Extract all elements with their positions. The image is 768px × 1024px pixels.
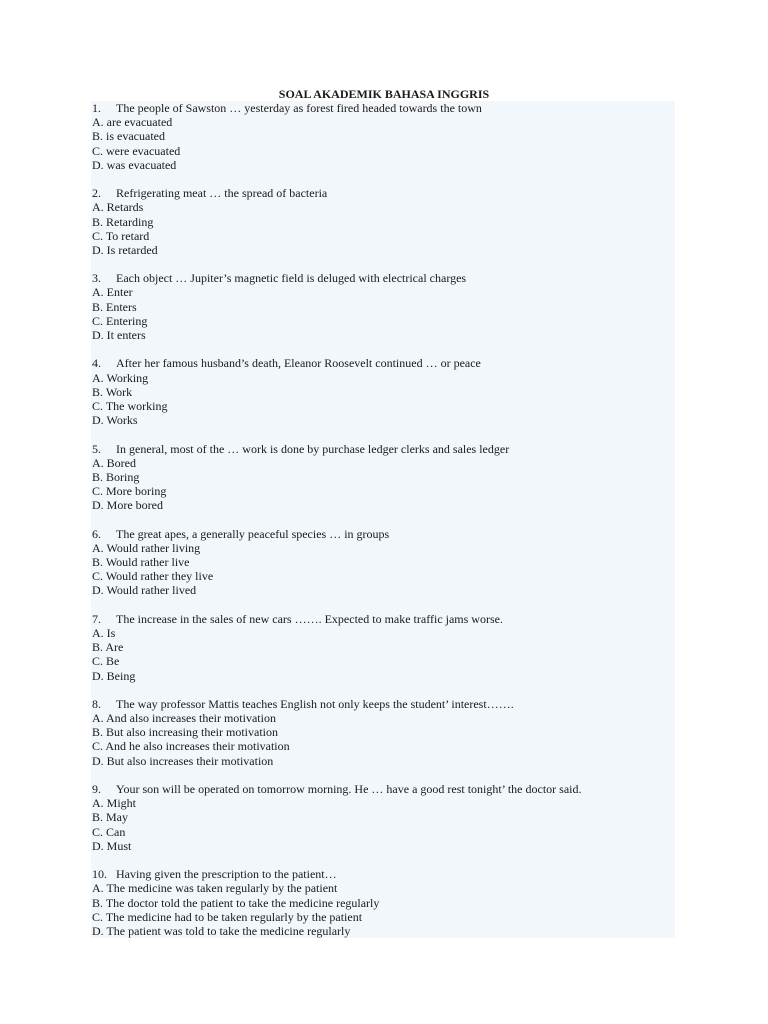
answer-option[interactable] xyxy=(91,754,675,768)
option-letter: A. xyxy=(92,115,104,130)
option-text: Would rather live xyxy=(105,555,190,569)
answer-option[interactable] xyxy=(91,498,675,512)
question-stem xyxy=(91,867,675,881)
answer-option[interactable] xyxy=(91,810,675,824)
option-text: But also increases their motivation xyxy=(106,753,274,768)
answer-option[interactable] xyxy=(91,470,675,484)
question-number: 2. xyxy=(92,186,101,201)
option-text: are evacuated xyxy=(106,115,173,130)
option-text: Boring xyxy=(106,469,140,484)
question-stem xyxy=(91,442,675,456)
option-text: Would rather living xyxy=(106,540,201,555)
answer-option[interactable] xyxy=(91,328,675,342)
answer-option[interactable] xyxy=(91,569,675,583)
question-text: Each object … Jupiter’s magnetic field is deluged with electrical charges xyxy=(116,271,467,286)
question-list xyxy=(91,101,675,938)
question-text: The people of Sawston … yesterday as forest fired headed towards the town xyxy=(116,101,482,115)
option-letter: C. xyxy=(92,398,104,413)
option-letter: C. xyxy=(92,143,104,158)
answer-option[interactable] xyxy=(91,881,675,895)
option-letter: C. xyxy=(92,739,104,754)
answer-option[interactable] xyxy=(91,725,675,739)
option-text: Bored xyxy=(106,455,136,470)
question-stem xyxy=(91,356,675,370)
answer-option[interactable] xyxy=(91,385,675,399)
option-text: The doctor told the patient to take the medicine regularly xyxy=(105,895,380,910)
option-letter: C. xyxy=(92,909,104,924)
document-title: SOAL AKADEMIK BAHASA INGGRIS xyxy=(278,87,490,101)
option-letter: B. xyxy=(92,469,104,484)
question-number: 6. xyxy=(92,526,101,541)
question-number: 7. xyxy=(92,611,101,626)
document-page xyxy=(91,87,675,952)
option-letter: A. xyxy=(92,455,104,470)
answer-option[interactable] xyxy=(91,129,675,143)
question-stem xyxy=(91,186,675,200)
answer-option[interactable] xyxy=(91,285,675,299)
question-item xyxy=(91,782,675,853)
option-text: The medicine was taken regularly by the patient xyxy=(106,881,338,896)
answer-option[interactable] xyxy=(91,144,675,158)
option-text: It enters xyxy=(106,328,146,342)
option-text: Is retarded xyxy=(106,242,158,257)
answer-option[interactable] xyxy=(91,654,675,668)
question-number: 3. xyxy=(92,271,101,286)
option-letter: C. xyxy=(92,654,104,669)
option-letter: B. xyxy=(92,384,104,399)
option-letter: C. xyxy=(92,484,104,499)
option-text: Enters xyxy=(106,299,137,314)
answer-option[interactable] xyxy=(91,825,675,839)
option-letter: A. xyxy=(92,625,104,640)
answer-option[interactable] xyxy=(91,456,675,470)
option-text: Works xyxy=(106,413,138,428)
question-text: In general, most of the … work is done by purchase ledger clerks and sales ledger xyxy=(116,441,510,456)
option-letter: C. xyxy=(92,313,104,328)
question-stem xyxy=(91,697,675,711)
answer-option[interactable] xyxy=(91,300,675,314)
question-number: 9. xyxy=(92,782,101,796)
answer-option[interactable] xyxy=(91,484,675,498)
option-text: The working xyxy=(105,398,168,413)
option-letter: B. xyxy=(92,810,104,825)
answer-option[interactable] xyxy=(91,200,675,214)
option-letter: A. xyxy=(92,370,104,385)
answer-option[interactable] xyxy=(91,910,675,924)
option-letter: B. xyxy=(92,214,104,229)
question-text: The increase in the sales of new cars ……. Expected to make traffic jams worse. xyxy=(116,611,503,626)
answer-option[interactable] xyxy=(91,115,675,129)
answer-option[interactable] xyxy=(91,924,675,938)
option-text: Are xyxy=(105,640,124,655)
option-letter: D. xyxy=(92,838,104,853)
option-letter: C. xyxy=(92,824,104,839)
answer-option[interactable] xyxy=(91,555,675,569)
option-letter: B. xyxy=(92,640,104,655)
question-stem xyxy=(91,612,675,626)
answer-option[interactable] xyxy=(91,796,675,810)
option-text: The medicine had to be taken regularly by the patient xyxy=(105,909,363,924)
option-text: Work xyxy=(105,384,133,399)
option-letter: D. xyxy=(92,923,104,938)
question-stem xyxy=(91,101,675,115)
option-letter: D. xyxy=(92,583,104,598)
option-letter: A. xyxy=(92,881,104,896)
option-text: was evacuated xyxy=(106,157,177,172)
option-letter: D. xyxy=(92,328,104,342)
option-text: But also increasing their motivation xyxy=(106,725,278,740)
option-text: Enter xyxy=(106,285,133,300)
question-item xyxy=(91,356,675,427)
answer-option[interactable] xyxy=(91,413,675,427)
question-stem xyxy=(91,527,675,541)
answer-option[interactable] xyxy=(91,314,675,328)
option-letter: A. xyxy=(92,200,104,215)
answer-option[interactable] xyxy=(91,215,675,229)
option-letter: D. xyxy=(92,668,104,683)
answer-option[interactable] xyxy=(91,158,675,172)
option-letter: D. xyxy=(92,413,104,428)
option-text: Retards xyxy=(106,200,144,215)
option-letter: B. xyxy=(92,895,104,910)
question-text: After her famous husband’s death, Eleanor Roosevelt continued … or peace xyxy=(116,356,481,371)
question-number: 1. xyxy=(92,101,101,115)
option-text: To retard xyxy=(105,228,150,243)
option-text: Retarding xyxy=(106,214,154,229)
option-text: And also increases their motivation xyxy=(106,711,276,726)
option-text: Can xyxy=(106,824,126,839)
question-text: Having given the prescription to the patient… xyxy=(116,867,337,882)
option-text: More boring xyxy=(106,484,167,499)
question-number: 4. xyxy=(92,356,101,371)
option-text: were evacuated xyxy=(106,143,181,158)
answer-option[interactable] xyxy=(91,640,675,654)
question-stem xyxy=(91,271,675,285)
option-letter: C. xyxy=(92,228,104,243)
question-item xyxy=(91,442,675,513)
answer-option[interactable] xyxy=(91,896,675,910)
option-letter: D. xyxy=(92,753,104,768)
answer-option[interactable] xyxy=(91,399,675,413)
option-letter: A. xyxy=(92,540,104,555)
answer-option[interactable] xyxy=(91,626,675,640)
option-text: More bored xyxy=(106,498,163,513)
option-text: Entering xyxy=(106,313,148,328)
option-text: Be xyxy=(106,654,120,669)
answer-option[interactable] xyxy=(91,711,675,725)
question-text: The great apes, a generally peaceful species … in groups xyxy=(116,526,390,541)
option-text: Being xyxy=(106,668,136,683)
answer-option[interactable] xyxy=(91,669,675,683)
question-item xyxy=(91,101,675,172)
option-letter: D. xyxy=(92,242,104,257)
question-item xyxy=(91,612,675,683)
option-letter: B. xyxy=(92,129,104,144)
question-item xyxy=(91,697,675,768)
question-number: 8. xyxy=(92,696,101,711)
option-text: is evacuated xyxy=(106,129,165,144)
option-letter: D. xyxy=(92,498,104,513)
option-letter: B. xyxy=(92,725,104,740)
question-stem xyxy=(91,782,675,796)
option-text: Might xyxy=(106,796,137,811)
question-number: 5. xyxy=(92,441,101,456)
option-text: And he also increases their motivation xyxy=(105,739,290,754)
option-letter: D. xyxy=(92,157,104,172)
answer-option[interactable] xyxy=(91,583,675,597)
option-text: Would rather they live xyxy=(105,569,214,584)
answer-option[interactable] xyxy=(91,371,675,385)
option-letter: B. xyxy=(92,555,104,569)
option-text: May xyxy=(106,810,129,825)
option-text: Would rather lived xyxy=(106,583,197,598)
option-letter: A. xyxy=(92,796,104,811)
option-text: Must xyxy=(106,838,132,853)
question-number: 10. xyxy=(92,867,107,882)
answer-option[interactable] xyxy=(91,739,675,753)
question-text: Refrigerating meat … the spread of bacteria xyxy=(116,186,328,201)
question-text: Your son will be operated on tomorrow morning. He … have a good rest tonight’ the doctor said. xyxy=(116,782,582,796)
answer-option[interactable] xyxy=(91,243,675,257)
option-text: The patient was told to take the medicine regularly xyxy=(106,923,351,938)
answer-option[interactable] xyxy=(91,839,675,853)
answer-option[interactable] xyxy=(91,541,675,555)
option-letter: A. xyxy=(92,711,104,726)
answer-option[interactable] xyxy=(91,229,675,243)
question-item xyxy=(91,271,675,342)
option-text: Working xyxy=(106,370,149,385)
question-item xyxy=(91,867,675,938)
option-text: Is xyxy=(106,625,116,640)
option-letter: B. xyxy=(92,299,104,314)
option-letter: A. xyxy=(92,285,104,300)
question-text: The way professor Mattis teaches English not only keeps the student’ interest……. xyxy=(116,696,514,711)
option-letter: C. xyxy=(92,569,104,584)
question-item xyxy=(91,186,675,257)
question-item xyxy=(91,527,675,598)
